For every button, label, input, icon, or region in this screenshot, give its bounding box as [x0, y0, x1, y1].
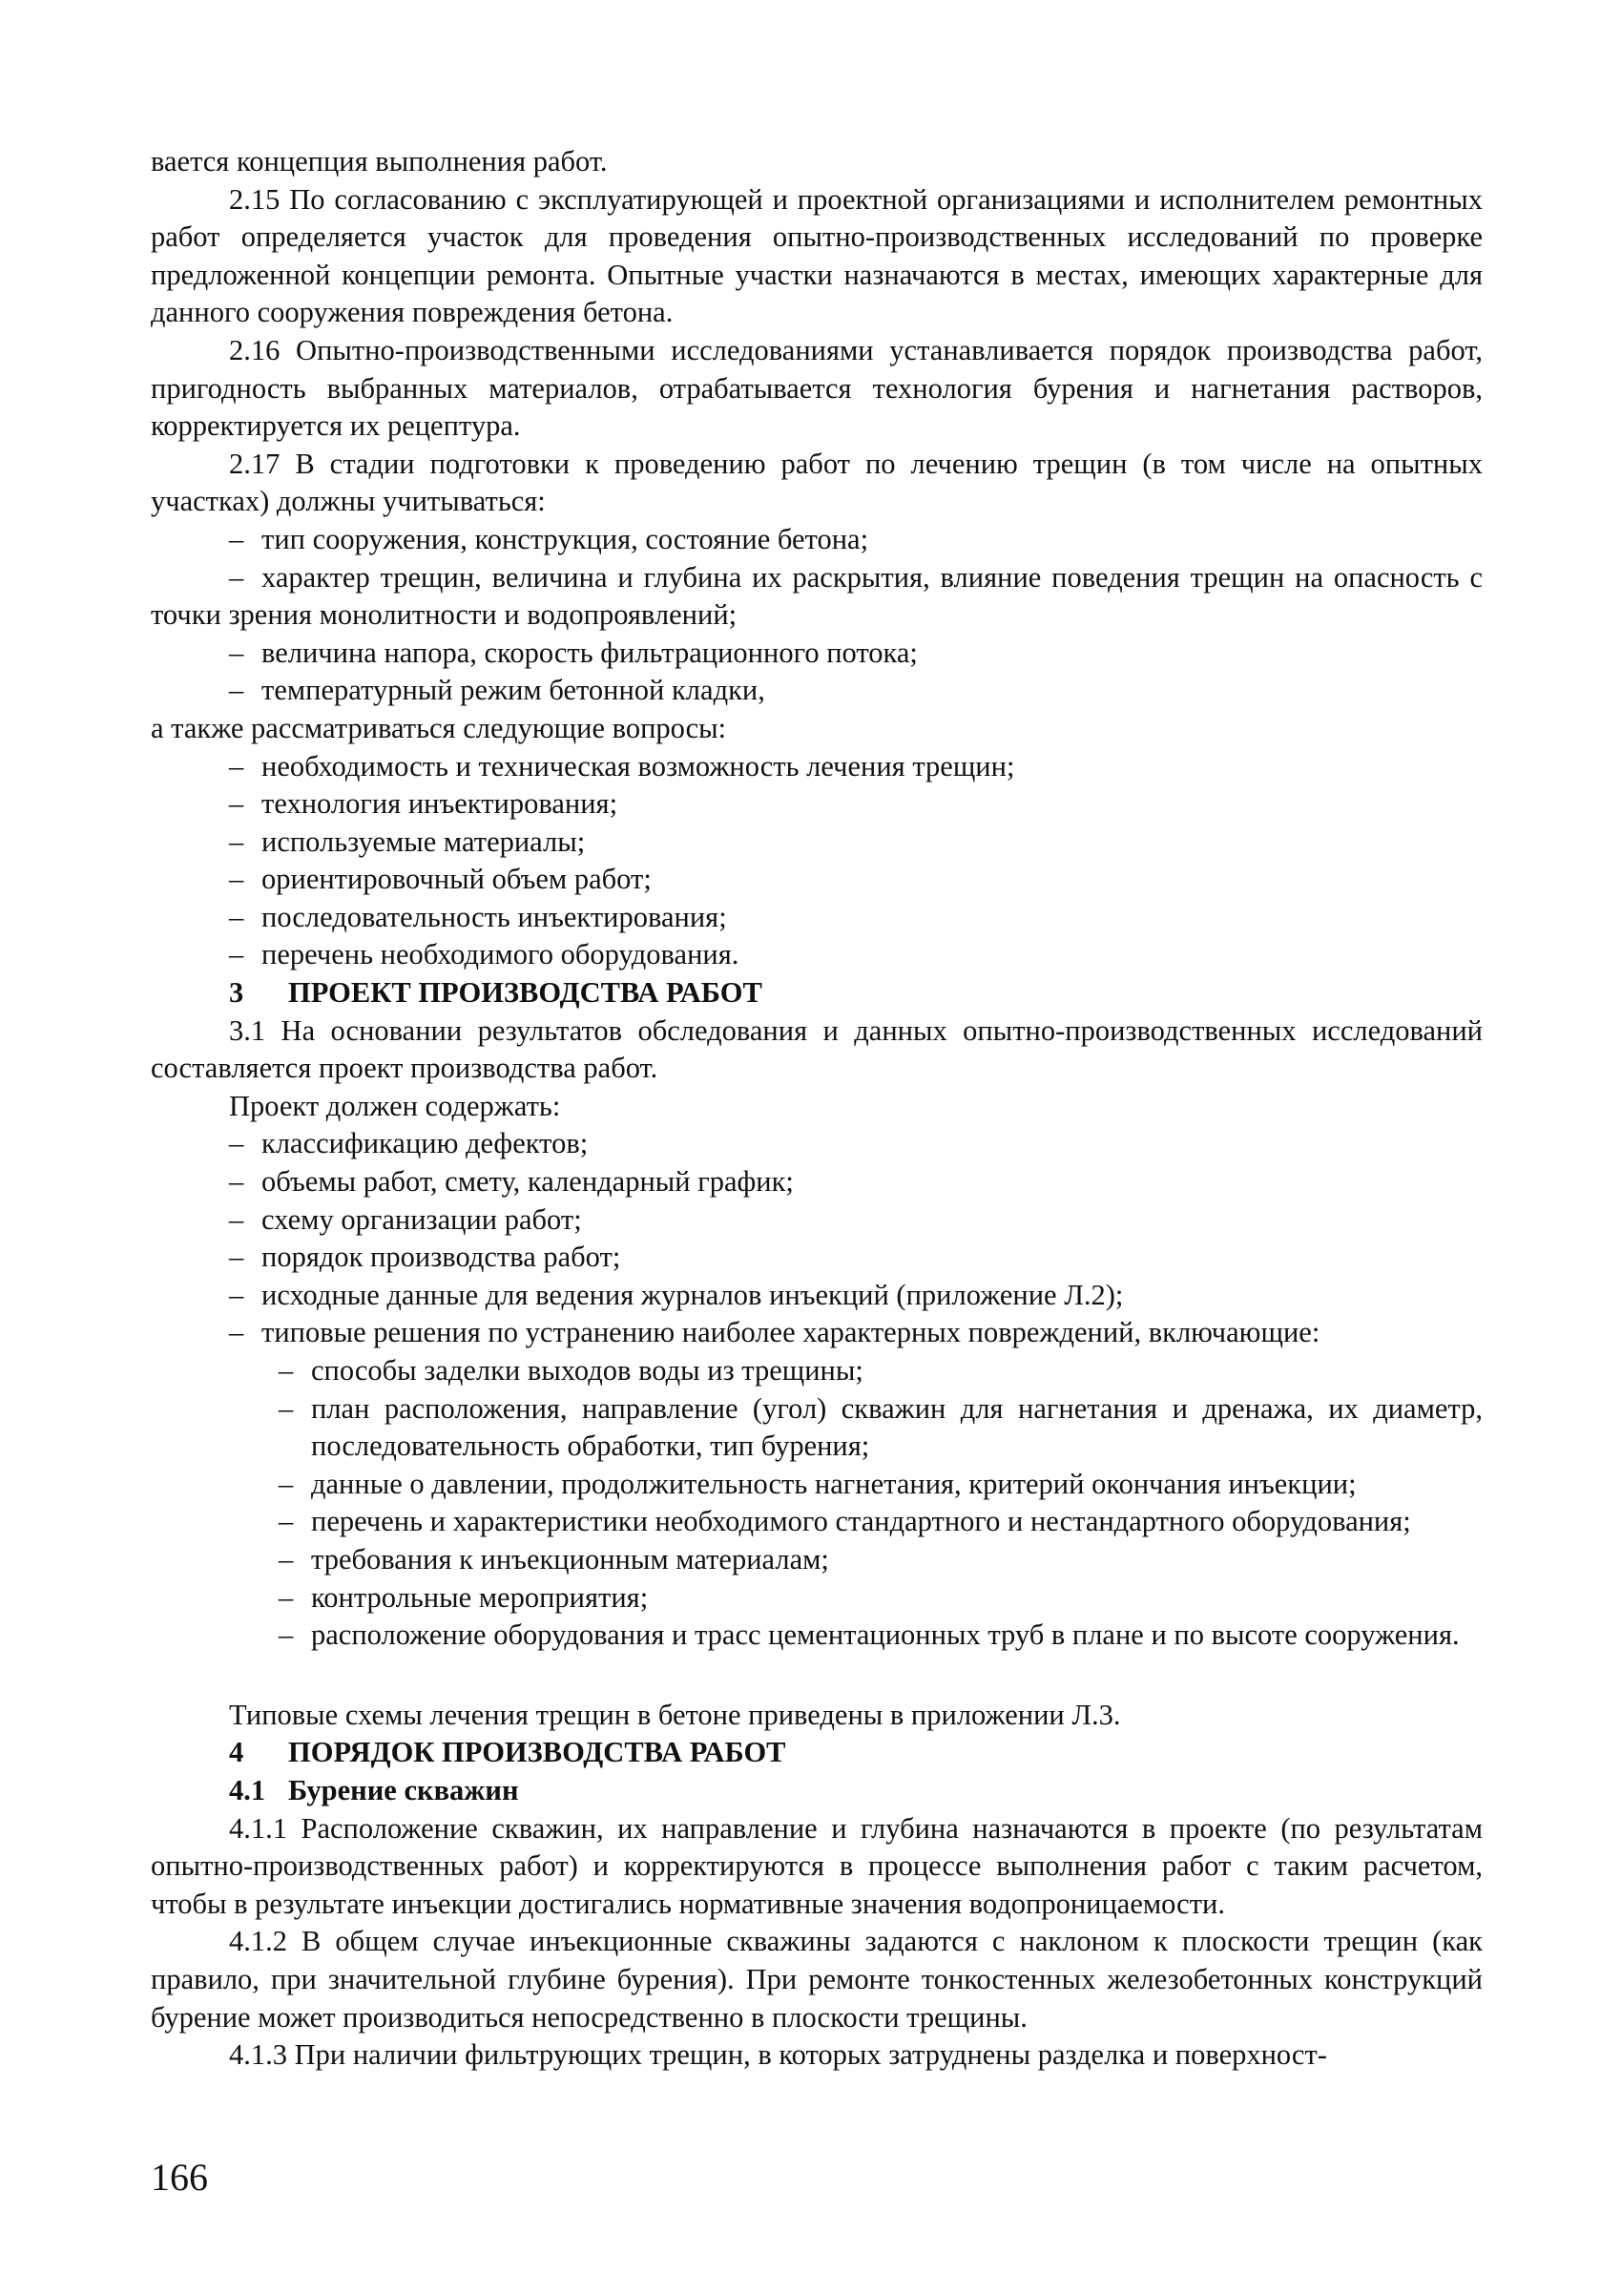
list-item: – типовые решения по устранению наиболее характерных повреждений, включающие: — [229, 1316, 1320, 1349]
section-title: ПРОЕКТ ПРОИЗВОДСТВА РАБОТ — [288, 976, 762, 1010]
sublist-item: – расположение оборудования и трасс цементационных труб в плане и по высоте сооружения. — [279, 1618, 1460, 1652]
paragraph-project: Проект должен содержать: — [229, 1089, 561, 1122]
list-item: – тип сооружения, конструкция, состояние бетона; — [229, 522, 869, 555]
list-item: – исходные данные для ведения журналов инъекций (приложение Л.2); — [229, 1278, 1124, 1311]
list-item: – схему организации работ; — [229, 1202, 582, 1236]
sublist-item: – контрольные мероприятия; — [279, 1580, 649, 1614]
list-item: – последовательность инъектирования; — [229, 900, 727, 933]
list-item: – порядок производства работ; — [229, 1241, 621, 1274]
spacer — [151, 1655, 1483, 1697]
list-item: – необходимость и техническая возможность лечения трещин; — [229, 749, 1015, 783]
sublist-item: – план расположения, направление (угол) скважин для нагнетания и дренажа, их диаметр, последовательность обработки, тип бурения; — [279, 1391, 1483, 1463]
list-item: – температурный режим бетонной кладки, — [229, 674, 765, 707]
paragraph-4-1-3: 4.1.3 При наличии фильтрующих трещин, в которых затруднены разделка и поверхност- — [229, 2038, 1327, 2072]
section-number: 4 — [229, 1736, 244, 1769]
paragraph-3-1: 3.1 На основании результатов обследования и данных опытно-производственных исследований составляется проект производства работ. — [151, 1013, 1483, 1085]
list-item: – перечень необходимого оборудования. — [229, 938, 739, 971]
list-item: – классификацию дефектов; — [229, 1127, 589, 1160]
paragraph-also: а также рассматриваться следующие вопросы: — [151, 711, 727, 744]
section-heading-4 — [151, 1734, 1483, 1772]
list-item: – технология инъектирования; — [229, 787, 618, 821]
subsection-heading-4-1 — [151, 1772, 1483, 1810]
list-item: – объемы работ, смету, календарный график; — [229, 1165, 794, 1199]
paragraph-typical-schemes: Типовые схемы лечения трещин в бетоне приведены в приложении Л.3. — [229, 1698, 1121, 1731]
paragraph-2-16: 2.16 Опытно-производственными исследованиями устанавливается порядок производства работ, пригодность выбранных материалов, отрабатывается технология бурения и нагнетания растворов, корректируется их рецептура. — [151, 333, 1483, 443]
paragraph-continued: вается концепция выполнения работ. — [151, 145, 608, 177]
subsection-title: Бурение скважин — [288, 1773, 519, 1806]
list-item: – ориентировочный объем работ; — [229, 863, 652, 896]
paragraph-2-15: 2.15 По согласованию с эксплуатирующей и проектной организациями и исполнителем ремонтных работ определяется участок для проведения опытно-производственных исследований по проверке предложенной концепции ремонта. Опытные участки назначаются в местах, имеющих характерные для данного сооружения повреждения бетона. — [151, 182, 1483, 329]
sublist-item: – перечень и характеристики необходимого стандартного и нестандартного оборудования; — [279, 1505, 1411, 1538]
sublist-item: – данные о давлении, продолжительность нагнетания, критерий окончания инъекции; — [279, 1467, 1357, 1500]
section-heading-3 — [151, 974, 1483, 1012]
paragraph-4-1-2: 4.1.2 В общем случае инъекционные скважины задаются с наклоном к плоскости трещин (как правило, при значительной глубине бурения). При ремонте тонкостенных железобетонных конструкций бурение может производиться непосредственно в плоскости трещины. — [151, 1925, 1483, 2034]
section-title: ПОРЯДОК ПРОИЗВОДСТВА РАБОТ — [288, 1736, 786, 1769]
paragraph-4-1-1: 4.1.1 Расположение скважин, их направление и глубина назначаются в проекте (по результатам опытно-производственных работ) и корректируются в процессе выполнения работ с таким расчетом, чтобы в результате инъекции достигались нормативные значения водопроницаемости. — [151, 1811, 1483, 1920]
list-item: – характер трещин, величина и глубина их раскрытия, влияние поведения трещин на опасность с точки зрения монолитности и водопроявлений; — [151, 560, 1483, 632]
list-item: – величина напора, скорость фильтрационного потока; — [229, 636, 918, 669]
list-item: – используемые материалы; — [229, 824, 586, 858]
page-number: 166 — [151, 2156, 208, 2199]
sublist-item: – требования к инъекционным материалам; — [279, 1542, 829, 1576]
body-text — [151, 143, 1483, 2075]
paragraph-2-17: 2.17 В стадии подготовки к проведению работ по лечению трещин (в том числе на опытных участках) должны учитываться: — [151, 447, 1483, 518]
subsection-number: 4.1 — [229, 1773, 266, 1806]
sublist-item: – способы заделки выходов воды из трещины; — [279, 1354, 863, 1387]
section-number: 3 — [229, 976, 244, 1010]
